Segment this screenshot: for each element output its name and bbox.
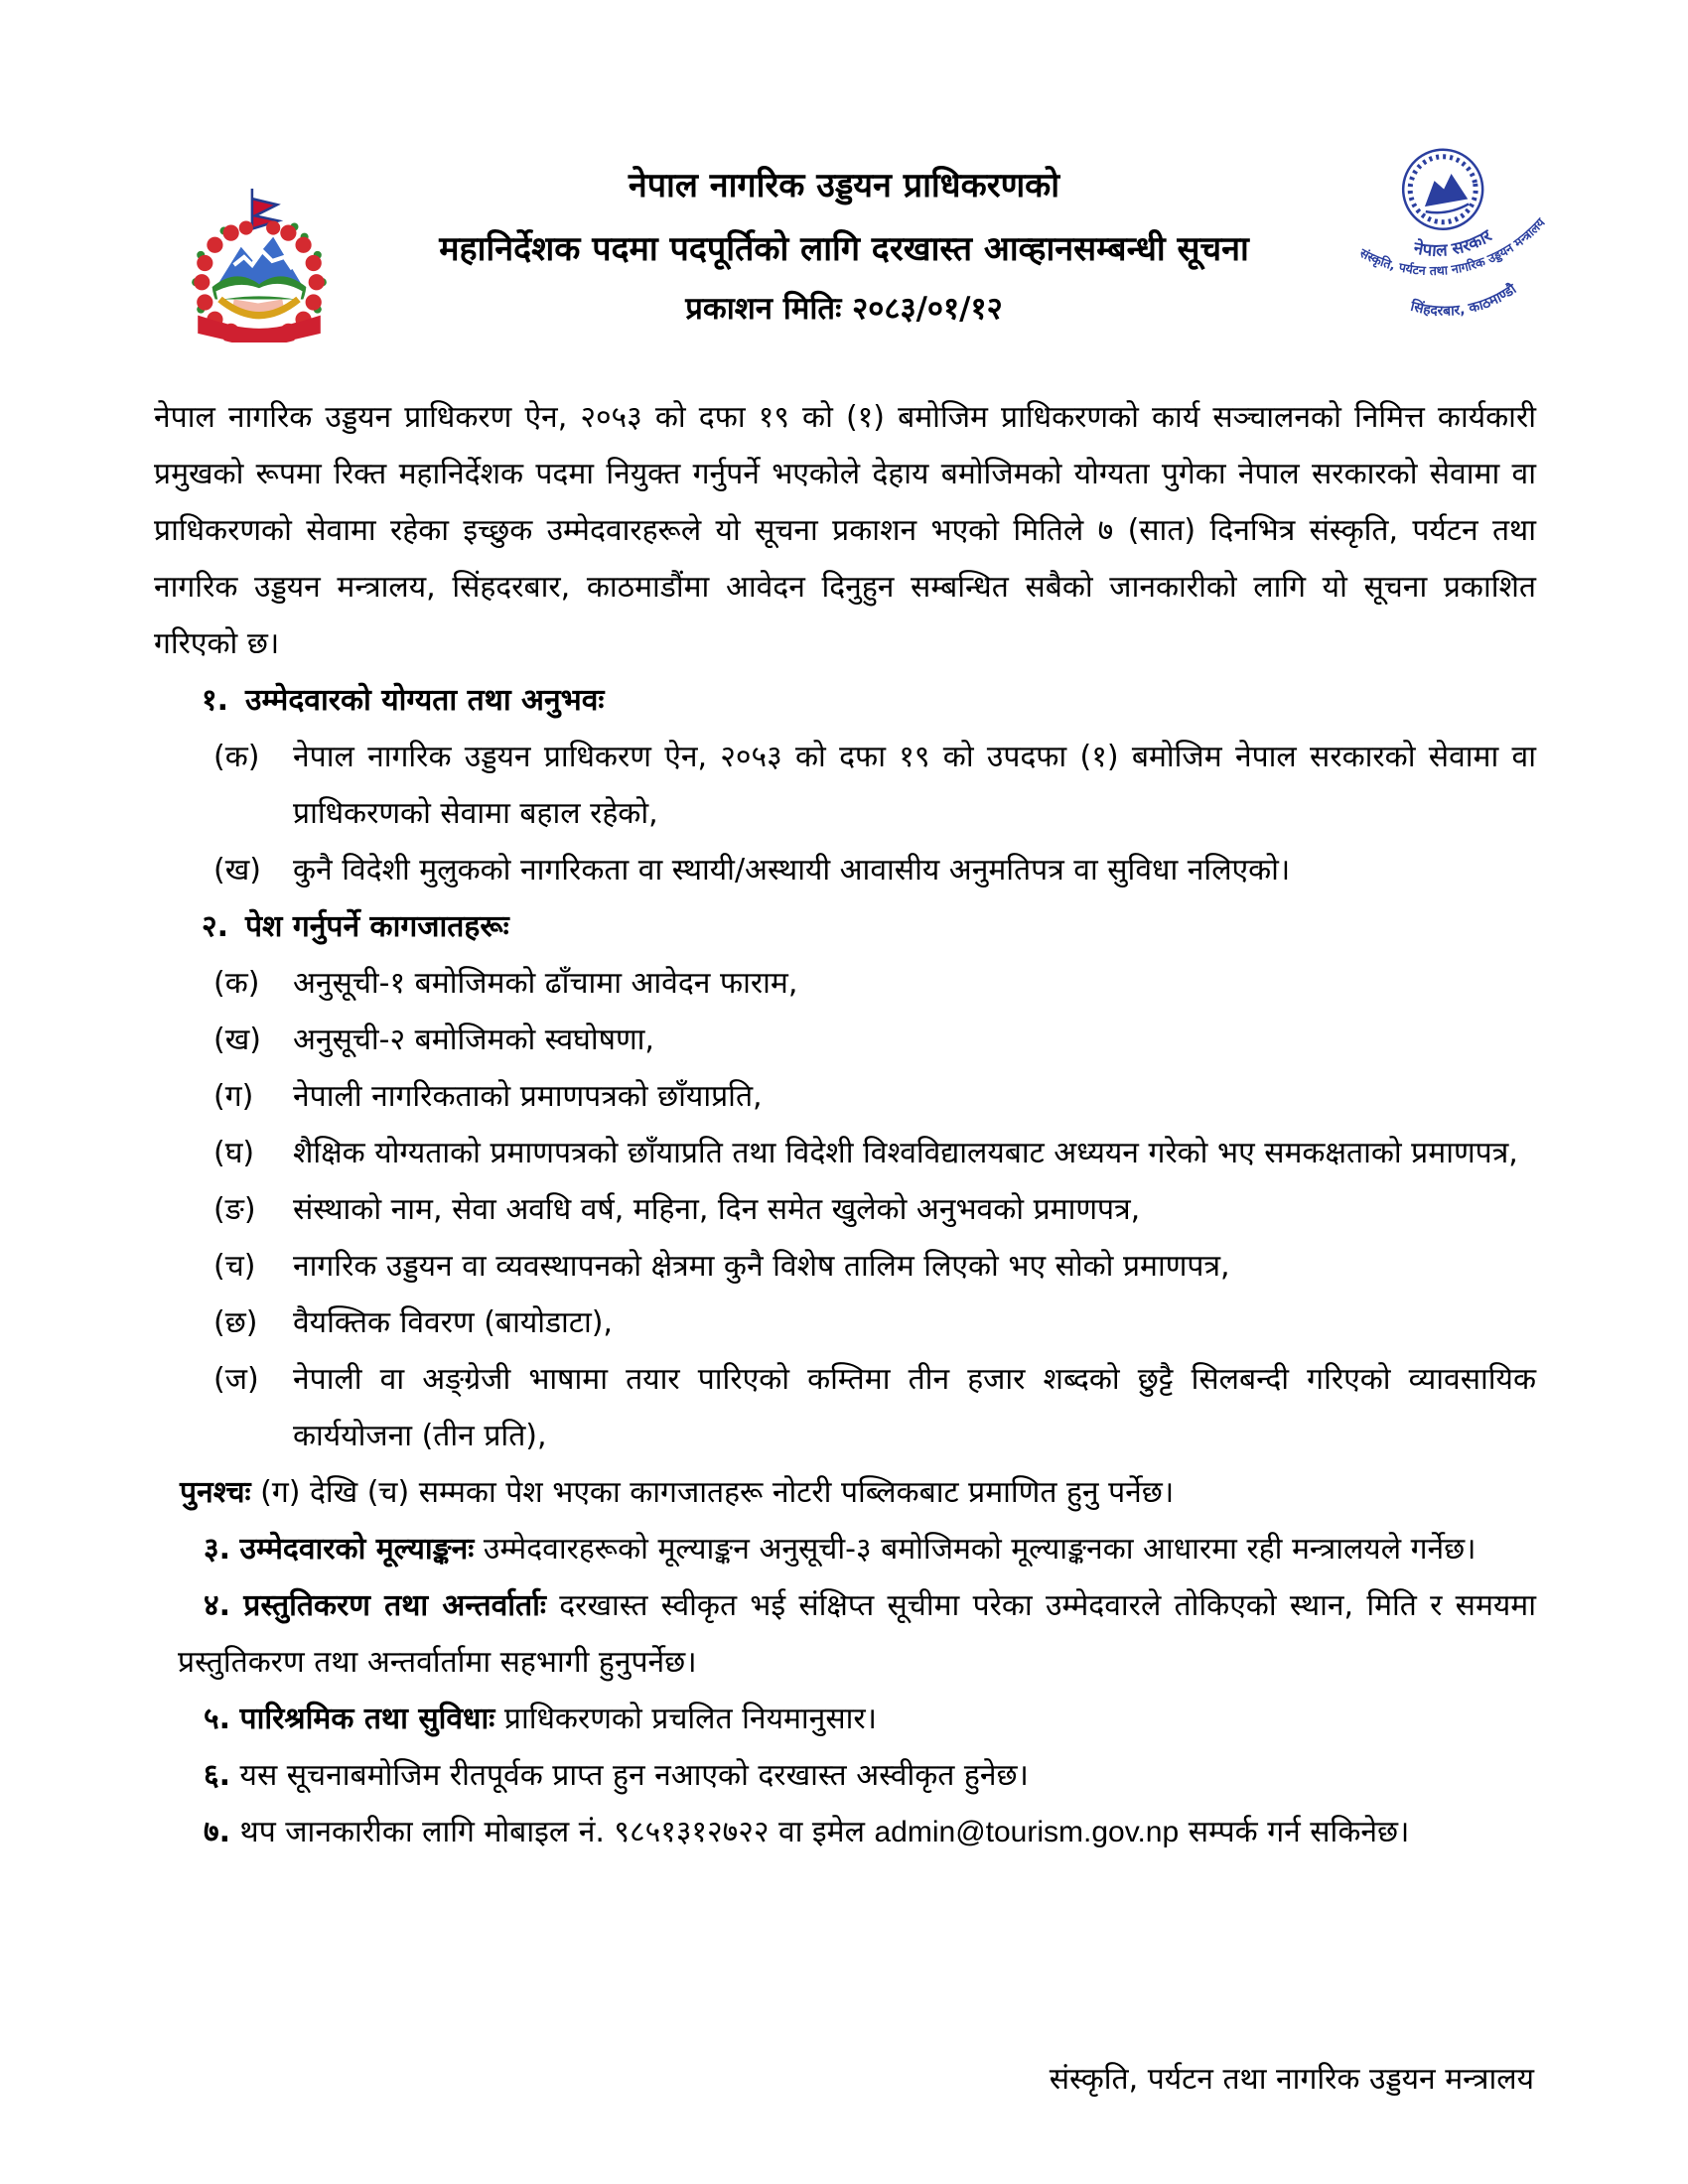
section-6-text: यस सूचनाबमोजिम रीतपूर्वक प्राप्त हुन नआएको दरखास्त अस्वीकृत हुनेछ। [239,1758,1029,1793]
list-item [154,1068,1536,1125]
seal-place-text: सिंहदरबार, काठमाण्डौ [1408,281,1520,320]
item-text: वैयक्तिक विवरण (बायोडाटा), [293,1305,613,1340]
list-item [154,842,1536,898]
item-text: अनुसूची-२ बमोजिमको स्वघोषणा, [293,1023,654,1057]
notice-title: महानिर्देशक पदमा पदपूर्तिको लागि दरखास्त आव्हानसम्बन्धी सूचना [439,229,1249,269]
item-text: संस्थाको नाम, सेवा अवधि वर्ष, महिना, दिन समेत खुलेको अनुभवको प्रमाणपत्र, [293,1192,1141,1227]
section-1-number: १. [202,683,228,718]
item-marker: (ख) [213,853,261,887]
section-1-heading [154,672,1536,729]
publication-date: प्रकाशन मितिः २०८३/०१/१२ [685,291,1003,327]
signature-line: संस्कृति, पर्यटन तथा नागरिक उड्डयन मन्त्रालय [1049,2062,1534,2097]
item-marker: (छ) [213,1305,258,1340]
list-item [154,1295,1536,1351]
title-block [228,166,1460,327]
section-2-number: २. [202,909,228,944]
item-marker: (ङ) [213,1192,256,1227]
list-item [154,955,1536,1012]
section-4-label: प्रस्तुतिकरण तथा अन्तर्वार्ताः [243,1588,546,1623]
note-label: पुनश्चः [180,1475,251,1510]
section-2-label: पेश गर्नुपर्ने कागजातहरूः [245,909,509,944]
item-text: कुनै विदेशी मुलुकको नागरिकता वा स्थायी/अस्थायी आवासीय अनुमतिपत्र वा सुविधा नलिएको। [293,853,1291,887]
section-4-text: दरखास्त स्वीकृत भई संक्षिप्त सूचीमा परेका उम्मेदवारले तोकिएको स्थान, मिति र समयमा प्रस्तुतिकरण तथा अन्तर्वार्तामा सहभागी हुनुपर्नेछ। [178,1588,1537,1680]
section-3-text: उम्मेदवारहरूको मूल्याङ्कन अनुसूची-३ बमोजिमको मूल्याङ्कनका आधारमा रही मन्त्रालयले गर्नेछ। [483,1532,1477,1567]
section-1-label: उम्मेदवारको योग्यता तथा अनुभवः [245,683,605,718]
section-7-text-after: सम्पर्क गर्न सकिनेछ। [1179,1815,1410,1849]
section-7-text-before: थप जानकारीका लागि मोबाइल नं. ९८५१३१२७२२ वा इमेल [239,1815,875,1849]
list-item [154,1125,1536,1181]
item-marker: (च) [213,1249,256,1284]
postscript-note [154,1464,1536,1521]
list-item [154,1012,1536,1068]
section-3-label: उम्मेदवारको मूल्याङ्कनः [239,1532,475,1567]
item-text: नेपाली वा अङ्ग्रेजी भाषामा तयार पारिएको कम्तिमा तीन हजार शब्दको छुट्टै सिलबन्दी गरिएको व्यावसायिक कार्ययोजना (तीन प्रति), [293,1362,1536,1453]
intro-paragraph: नेपाल नागरिक उड्डयन प्राधिकरण ऐन, २०५३ को दफा १९ को (१) बमोजिम प्राधिकरणको कार्य सञ्चालनको निमित्त कार्यकारी प्रमुखको रूपमा रिक्त महानिर्देशक पदमा नियुक्त गर्नुपर्ने भएकोले देहाय बमोजिमको योग्यता पुगेका नेपाल सरकारको सेवामा वा प्राधिकरणको सेवामा रहेका इच्छुक उम्मेदवारहरूले यो सूचना प्रकाशन भएको मितिले ७ (सात) दिनभित्र संस्कृति, पर्यटन तथा नागरिक उड्डयन मन्त्रालय, सिंहदरबार, काठमाडौंमा आवेदन दिनुहुन सम्बन्धित सबैको जानकारीको लागि यो सूचना प्रकाशित गरिएको छ। [154,400,1536,661]
list-item [154,1351,1536,1464]
document-header [0,0,1688,367]
item-marker: (क) [213,740,260,774]
section-6-number: ६. [204,1758,230,1793]
section-5-number: ५. [204,1702,230,1736]
section-5-label: पारिश्रमिक तथा सुविधाः [239,1702,495,1736]
section-4-number: ४. [204,1588,230,1623]
item-text: नेपाली नागरिकताको प्रमाणपत्रको छाँयाप्रति, [293,1079,763,1114]
seal-govt-text: नेपाल सरकार [1412,225,1496,261]
list-item [154,1181,1536,1238]
contact-email: admin@tourism.gov.np [874,1816,1180,1848]
section-5 [154,1691,1536,1747]
list-item [154,1238,1536,1295]
item-marker: (ज) [213,1362,259,1397]
item-marker: (घ) [213,1136,255,1170]
section-4 [154,1577,1536,1691]
notice-body [154,389,1536,1860]
item-marker: (ग) [213,1079,254,1114]
organization-title: नेपाल नागरिक उड्डयन प्राधिकरणको [628,166,1060,205]
section-6 [154,1747,1536,1804]
item-text: अनुसूची-१ बमोजिमको ढाँचामा आवेदन फाराम, [293,966,798,1001]
item-marker: (क) [213,966,260,1001]
section-5-text: प्राधिकरणको प्रचलित नियमानुसार। [503,1702,878,1736]
section-7 [154,1804,1536,1860]
list-item [154,729,1536,842]
section-3 [154,1521,1536,1577]
item-marker: (ख) [213,1023,261,1057]
section-7-number: ७. [204,1815,230,1849]
item-text: शैक्षिक योग्यताको प्रमाणपत्रको छाँयाप्रति तथा विदेशी विश्वविद्यालयबाट अध्ययन गरेको भए समकक्षताको प्रमाणपत्र, [293,1136,1518,1170]
item-text: नेपाल नागरिक उड्डयन प्राधिकरण ऐन, २०५३ को दफा १९ को उपदफा (१) बमोजिम नेपाल सरकारको सेवामा वा प्राधिकरणको सेवामा बहाल रहेको, [293,740,1536,831]
section-2-heading [154,898,1536,955]
seal-ministry-text: संस्कृति, पर्यटन तथा नागरिक उड्डयन मन्त्रालय [1357,214,1548,279]
section-3-number: ३. [204,1532,230,1567]
item-text: नागरिक उड्डयन वा व्यवस्थापनको क्षेत्रमा कुनै विशेष तालिम लिएको भए सोको प्रमाणपत्र, [293,1249,1230,1284]
note-text: (ग) देखि (च) सम्मका पेश भएका कागजातहरू नोटरी पब्लिकबाट प्रमाणित हुनु पर्नेछ। [260,1475,1175,1510]
